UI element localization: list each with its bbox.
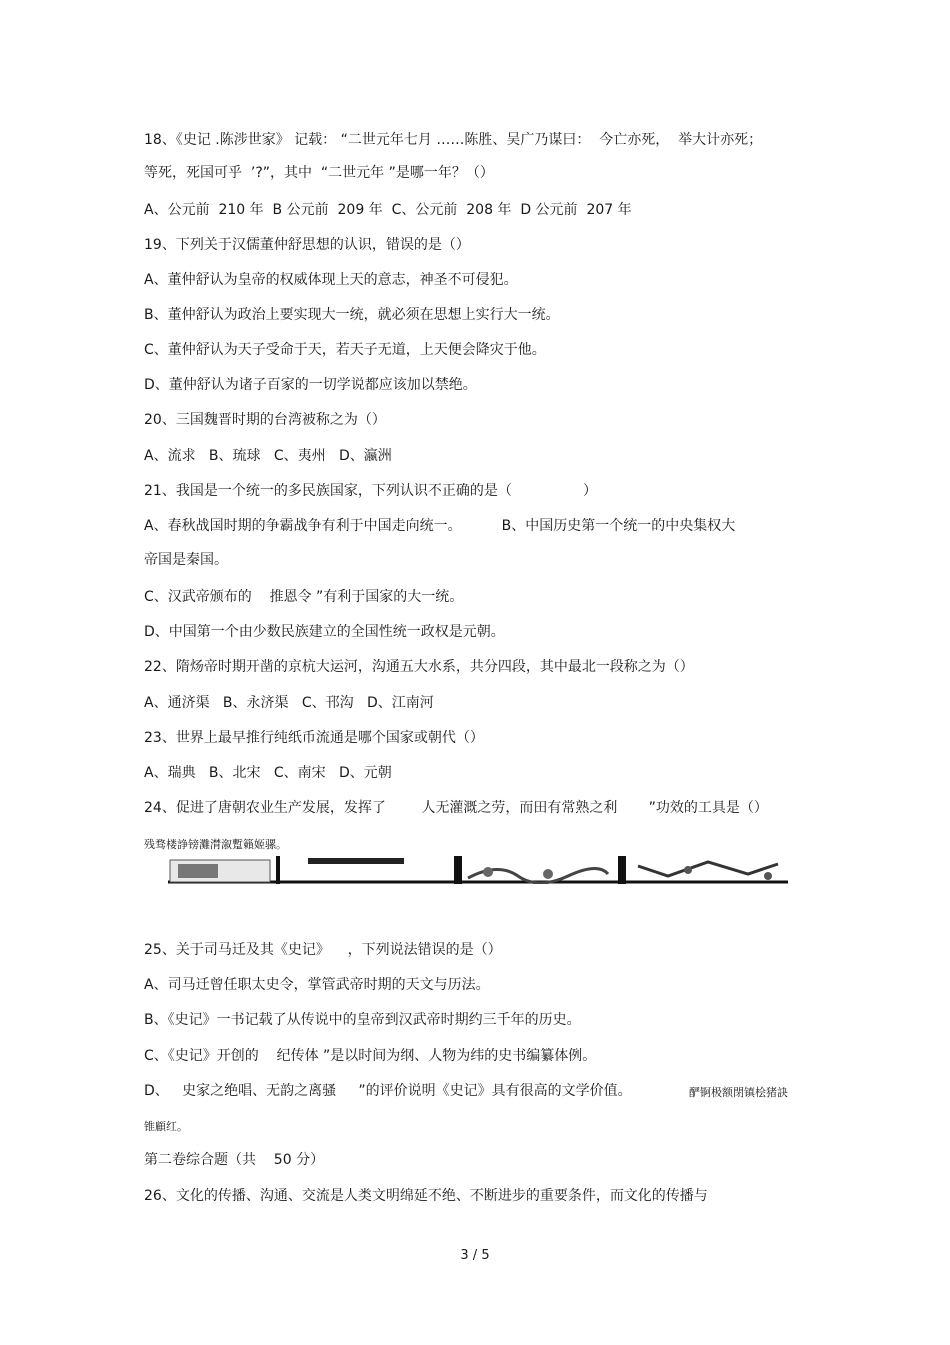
text-line: C、董仲舒认为天子受命于天，若天子无道，上天便会降灾于他。 [144, 342, 546, 358]
text-line: B、《史记》一书记载了从传说中的皇帝到汉武帝时期约三千年的历史。 [144, 1012, 581, 1028]
text-line: D、 史家之绝唱、无韵之离骚 ”的评价说明《史记》具有很高的文学价值。 [144, 1083, 632, 1099]
text-line: D、董仲舒认为诸子百家的一切学说都应该加以禁绝。 [144, 377, 477, 393]
text-line: 第二卷综合题（共 50 分） [144, 1152, 325, 1168]
text-line: 20、三国魏晋时期的台湾被称之为（） [144, 412, 386, 428]
text-line: C、《史记》开创的 纪传体 ”是以时间为纲、人物为纬的史书编纂体例。 [144, 1048, 597, 1064]
text-line: 等死，死国可乎 ’?”，其中 “二世元年 ”是哪一年？（） [144, 165, 494, 181]
text-line: A、司马迁曾任职太史令，掌管武帝时期的天文与历法。 [144, 977, 490, 993]
garbled-text-3: 锥顧红。 [144, 1120, 188, 1133]
garbled-text-2: 酽锕极额閉镇桧猪訣 [689, 1086, 788, 1099]
text-line: A、董仲舒认为皇帝的权威体现上天的意志，神圣不可侵犯。 [144, 272, 518, 288]
text-line: 22、隋炀帝时期开凿的京杭大运河，沟通五大水系，共分四段，其中最北一段称之为（） [144, 659, 694, 675]
text-line: 26、文化的传播、沟通、交流是人类文明绵延不绝、不断进步的重要条件，而文化的传播与 [144, 1188, 708, 1204]
text-line: A、瑞典 B、北宋 C、南宋 D、元朝 [144, 765, 392, 781]
tool-images-strip [168, 856, 788, 884]
text-line: A、通济渠 B、永济渠 C、邗沟 D、江南河 [144, 695, 434, 711]
text-line: A、公元前 210 年 B 公元前 209 年 C、公元前 208 年 D 公元前 207 年 [144, 202, 632, 218]
page-number: 3 / 5 [460, 1248, 490, 1263]
text-line: 24、促进了唐朝农业生产发展，发挥了 人无灌溉之劳，而田有常熟之利 ”功效的工具是（） [144, 800, 768, 816]
text-line: 19、下列关于汉儒董仲舒思想的认识，错误的是（） [144, 237, 470, 253]
garbled-text-1: 残骛楼諍镑灘潸溆蹔籟姬骡。 [144, 838, 287, 851]
text-line: 21、我国是一个统一的多民族国家，下列认识不正确的是（ ） [144, 483, 598, 499]
text-line: B、董仲舒认为政治上要实现大一统，就必须在思想上实行大一统。 [144, 307, 560, 323]
text-line: 18、《史记 .陈涉世家》 记载： “二世元年七月 ……陈胜、吴广乃谋曰： 今亡亦死， 举大计亦死； [144, 132, 763, 148]
text-line: 帝国是秦国。 [144, 552, 228, 568]
text-line: D、中国第一个由少数民族建立的全国性统一政权是元朝。 [144, 624, 505, 640]
text-line: A、春秋战国时期的争霸战争有利于中国走向统一。 B、中国历史第一个统一的中央集权大 [144, 518, 736, 534]
text-line: C、汉武帝颁布的 推恩令 ”有利于国家的大一统。 [144, 589, 464, 605]
text-line: 25、关于司马迁及其《史记》 ，下列说法错误的是（） [144, 942, 502, 958]
text-line: A、流求 B、琉球 C、夷州 D、瀛洲 [144, 448, 392, 464]
text-line: 23、世界上最早推行纯纸币流通是哪个国家或朝代（） [144, 730, 484, 746]
